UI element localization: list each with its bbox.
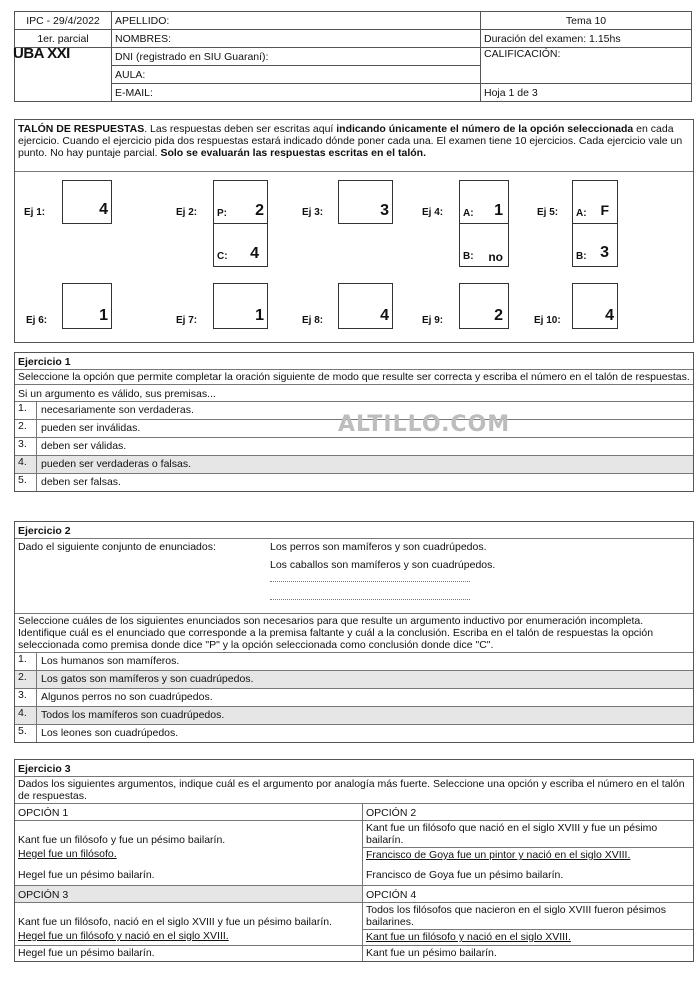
exercise-2	[14, 521, 694, 743]
ej9-answer: 2	[494, 307, 503, 324]
option-row	[15, 706, 693, 724]
option-3-premise-1	[15, 902, 363, 929]
ej8-answer: 4	[380, 307, 389, 324]
ej7-answer-box[interactable]	[213, 283, 268, 329]
ej10-answer: 4	[605, 307, 614, 324]
nombres-field[interactable]: NOMBRES:	[112, 30, 481, 48]
ej3-answer-box[interactable]	[338, 180, 393, 224]
option-row	[15, 670, 693, 688]
ej6-answer: 1	[99, 307, 108, 324]
option-number: 2.	[15, 420, 37, 437]
option-text: deben ser falsas.	[41, 476, 121, 488]
ej9-answer-box[interactable]	[459, 283, 509, 329]
option-3-label: OPCIÓN 3	[15, 885, 363, 902]
ej3-answer: 3	[380, 202, 389, 219]
blank-line-2	[270, 589, 470, 600]
instr-d: Solo se evaluarán las respuestas escritas en el talón.	[160, 147, 426, 159]
ej4-answer-box[interactable]	[459, 180, 509, 267]
ej4-b-label: B:	[463, 251, 474, 262]
ej6-answer-box[interactable]	[62, 283, 112, 329]
option-number: 3.	[15, 438, 37, 455]
option-1-conclusion: Hegel fue un pésimo bailarín.	[15, 868, 363, 885]
option-text: pueden ser verdaderas o falsas.	[41, 458, 192, 470]
ej5-answer-box[interactable]	[572, 180, 618, 267]
ej7-answer: 1	[255, 307, 264, 324]
ej1-answer-box[interactable]	[62, 180, 112, 224]
statement-2: Los caballos son mamíferos y son cuadrúpedos.	[270, 559, 496, 571]
ej2-p-answer: 2	[255, 202, 264, 219]
ej4-a-answer: 1	[494, 202, 503, 219]
ej5-a-answer: F	[600, 202, 609, 218]
option-1-premise-2: Hegel fue un filósofo.	[15, 847, 363, 868]
option-number: 4.	[15, 707, 37, 724]
exercise-3	[14, 759, 694, 962]
tema: Tema 10	[481, 12, 692, 30]
option-2-premise-2: Francisco de Goya fue un pintor y nació en el siglo XVIII.	[363, 847, 693, 868]
ej8-label: Ej 8:	[302, 315, 324, 326]
dni-field[interactable]: DNI (registrado en SIU Guaraní):	[112, 48, 481, 66]
option-text: Algunos perros no son cuadrúpedos.	[41, 691, 213, 703]
option-number: 3.	[15, 689, 37, 706]
exercise-2-statements	[15, 538, 693, 613]
logo-cell	[13, 45, 112, 102]
blank-line-1	[270, 571, 470, 582]
option-text: Todos los mamíferos son cuadrúpedos.	[41, 709, 225, 721]
option-text: necesariamente son verdaderas.	[41, 404, 194, 416]
ej5-label: Ej 5:	[537, 207, 559, 218]
option-row	[15, 473, 693, 491]
ej1-label: Ej 1:	[24, 207, 46, 218]
option-text: Los gatos son mamíferos y son cuadrúpedos.	[41, 673, 254, 685]
option-row	[15, 688, 693, 706]
hoja: Hoja 1 de 3	[481, 84, 692, 102]
exercise-1-title: Ejercicio 1	[18, 356, 71, 368]
email-field[interactable]: E-MAIL:	[112, 84, 481, 102]
ej10-answer-box[interactable]	[572, 283, 618, 329]
uba-xxi-logo: UBA XXI	[13, 45, 70, 62]
option-3-premise-2: Hegel fue un filósofo y nació en el siglo XVIII.	[15, 929, 363, 945]
option-number: 1.	[15, 653, 37, 670]
answer-sheet-instructions	[15, 120, 693, 172]
option-number: 5.	[15, 725, 37, 742]
exam-header	[14, 11, 692, 102]
ej2-c-answer: 4	[250, 245, 259, 262]
option-number: 5.	[15, 474, 37, 491]
ej2-c-label: C:	[217, 251, 228, 262]
exercise-3-prompt: Dados los siguientes argumentos, indique cuál es el argumento por analogía más fuerte. Seleccione una opción y escriba el número en el talón de respuestas.	[15, 776, 693, 803]
ej10-label: Ej 10:	[534, 315, 561, 326]
option-text: deben ser válidas.	[41, 440, 127, 452]
ej7-label: Ej 7:	[176, 315, 198, 326]
option-row	[15, 652, 693, 670]
calificacion: CALIFICACIÓN:	[481, 48, 692, 84]
ej6-label: Ej 6:	[26, 315, 48, 326]
ej8-answer-box[interactable]	[338, 283, 393, 329]
exercise-2-intro: Dado el siguiente conjunto de enunciados:	[18, 541, 216, 553]
ej4-a-label: A:	[463, 208, 474, 219]
statement-1: Los perros son mamíferos y son cuadrúpedos.	[270, 541, 487, 553]
option-4-label: OPCIÓN 4	[363, 885, 693, 902]
ej5-a-label: A:	[576, 208, 587, 219]
exercise-3-title: Ejercicio 3	[18, 763, 71, 775]
option-number: 4.	[15, 456, 37, 473]
ej2-label: Ej 2:	[176, 207, 198, 218]
premise-text: Kant fue un filósofo, nació en el siglo XVIII y fue un pésimo bailarín.	[18, 916, 333, 928]
exercise-1-stem: Si un argumento es válido, sus premisas...	[15, 384, 693, 401]
exercise-3-options	[15, 803, 693, 961]
course-date: IPC - 29/4/2022	[15, 12, 112, 30]
option-text: Los humanos son mamíferos.	[41, 655, 180, 667]
exam-type: 1er. parcial	[15, 30, 112, 48]
instr-a: . Las respuestas deben ser escritas aquí	[144, 123, 337, 135]
watermark: ALTILLO.COM	[338, 412, 511, 437]
option-row	[15, 724, 693, 742]
apellido-field[interactable]: APELLIDO:	[112, 12, 481, 30]
exercise-2-title: Ejercicio 2	[18, 525, 71, 537]
option-text: pueden ser inválidas.	[41, 422, 141, 434]
option-number: 2.	[15, 671, 37, 688]
instr-b: indicando únicamente el número de la opción seleccionada	[336, 123, 634, 135]
option-row	[15, 455, 693, 473]
option-4-conclusion: Kant fue un pésimo bailarín.	[363, 945, 693, 961]
ej5-b-answer: 3	[600, 244, 609, 261]
option-4-premise-2: Kant fue un filósofo y nació en el siglo XVIII.	[363, 929, 693, 945]
aula-field[interactable]: AULA:	[112, 66, 481, 84]
option-number: 1.	[15, 402, 37, 419]
ej3-label: Ej 3:	[302, 207, 324, 218]
exercise-2-prompt: Seleccione cuáles de los siguientes enunciados son necesarios para que resulte un argumento inductivo por enumeración incompleta. Identifique cuál es el enunciado que corresponde a la premisa faltante y cuál a la conclusión. Escriba en el talón de respuestas la opción seleccionada como premisa donde dice "P" y la opción seleccionada como conclusión donde dice "C".	[15, 613, 693, 652]
ej4-b-answer: no	[488, 250, 503, 264]
ej5-b-label: B:	[576, 251, 587, 262]
option-text: Los leones son cuadrúpedos.	[41, 727, 179, 739]
instr-c: en cada ejercicio. Cuando el ejercicio pida dos respuestas estará indicado dónde poner cada una. El examen tiene 10 ejercicios. Cada ejercicio vale un punto. No hay puntaje parcial.	[18, 123, 683, 159]
ej2-p-label: P:	[217, 208, 227, 219]
option-1-label: OPCIÓN 1	[15, 803, 363, 820]
ej2-answer-box[interactable]	[213, 180, 268, 267]
option-4-premise-1: Todos los filósofos que nacieron en el siglo XVIII fueron pésimos bailarines.	[363, 902, 693, 929]
answer-sheet-title: TALÓN DE RESPUESTAS	[18, 123, 145, 135]
exercise-1-prompt: Seleccione la opción que permite completar la oración siguiente de modo que resulte ser correcta y escriba el número en el talón de respuestas.	[15, 369, 693, 384]
option-2-label: OPCIÓN 2	[363, 803, 693, 820]
premise-text: Kant fue un filósofo y fue un pésimo bailarín.	[18, 834, 226, 846]
option-1-premise-1	[15, 820, 363, 847]
ej1-answer: 4	[99, 201, 108, 218]
option-row	[15, 437, 693, 455]
ej9-label: Ej 9:	[422, 315, 444, 326]
duracion: Duración del examen: 1.15hs	[481, 30, 692, 48]
option-2-conclusion: Francisco de Goya fue un pésimo bailarín.	[366, 869, 564, 881]
option-2-premise-1: Kant fue un filósofo que nació en el siglo XVIII y fue un pésimo bailarín.	[363, 820, 693, 847]
ej4-label: Ej 4:	[422, 207, 444, 218]
option-3-conclusion: Hegel fue un pésimo bailarín.	[15, 945, 363, 961]
